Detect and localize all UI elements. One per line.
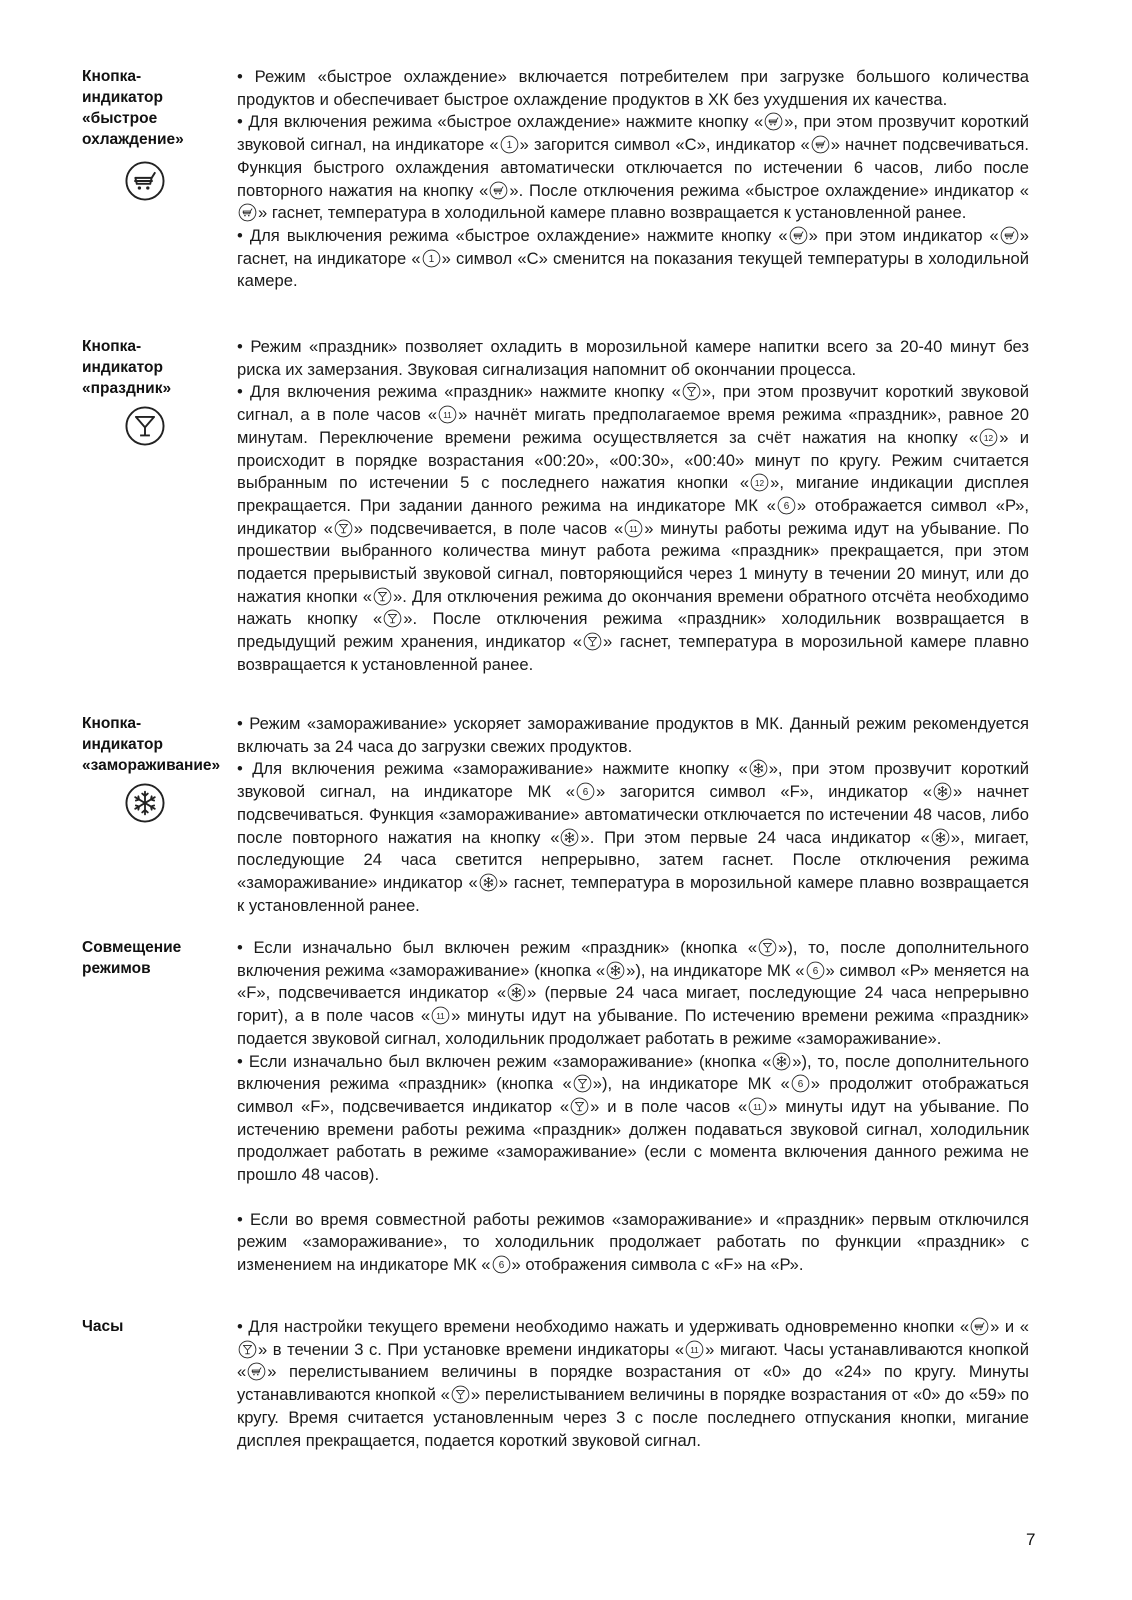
indicator-11-icon [431, 1006, 450, 1025]
section-label-line: охлаждение» [82, 131, 184, 148]
paragraph: • Для настройки текущего времени необходимо нажать и удерживать одновременно кнопки « » и « » в течении 3 с. При установке времени индикаторы « 11 » мигают. Часы устанавливаются кнопкой « » перелистыванием величины в порядке возрастания от «0» до «24» по кругу. Минуты устанавливаются кнопкой « » перелистыванием величины в порядке возрастания от «0» до «59» по кругу. Время считается установленным через 3 с после последнего отпускания кнопки, мигание дисплея прекращается, подается короткий звуковой сигнал. [237, 1317, 1029, 1450]
section-label [82, 66, 232, 150]
section-label-line: Кнопка- [82, 338, 142, 355]
paragraph: • Если во время совместной работы режимов «замораживание» и «праздник» первым отключился режим «замораживание», то холодильник продолжает работать по функции «праздник» с изменением на индикаторе МК « 6 » отображения символа с «F» на «Р». [237, 1209, 1029, 1275]
section-label-line: индикатор [82, 359, 163, 376]
section-body [237, 66, 1029, 293]
fast-cooling-icon [247, 1362, 266, 1381]
section-label-line: Кнопка- [82, 68, 142, 85]
party-icon [451, 1385, 470, 1404]
fast-cooling-icon [970, 1317, 989, 1336]
section-body [237, 937, 1029, 1277]
svg-text:1: 1 [428, 253, 434, 265]
freezing-icon [560, 828, 579, 847]
party-cocktail-glass-icon [124, 405, 166, 447]
section-label-line: Часы [82, 1318, 124, 1335]
section-label [82, 713, 232, 776]
fast-cooling-icon [238, 203, 257, 222]
paragraph: • Если изначально был включен режим «замораживание» (кнопка « »), то, после дополнительного включения режима «праздник» (кнопка « »), на индикаторе МК « 6 » продолжит отображаться символ «F», подсвечивается индикатор « » и в поле часов « 11 » минуты идут на убывание. По истечению времени работы режима «праздник» должен подаваться звуковой сигнал, холодильник продолжает работать в режиме «замораживание» (если с момента включения данного режима не прошло 48 часов). [237, 1051, 1029, 1185]
svg-text:6: 6 [797, 1079, 803, 1091]
paragraph: • Режим «праздник» позволяет охладить в морозильной камере напитки всего за 20-40 минут без риска их замерзания. Звуковая сигнализация напомнит об окончании процесса. [237, 337, 1029, 379]
section-label-line: «праздник» [82, 380, 172, 397]
indicator-1-icon [422, 249, 441, 268]
party-icon [373, 587, 392, 606]
section-label-line: «замораживание» [82, 757, 221, 774]
fast-cooling-icon [764, 112, 783, 131]
section-label [82, 937, 232, 979]
svg-text:6: 6 [582, 787, 589, 799]
paragraph: • Для выключения режима «быстрое охлаждение» нажмите кнопку « » при этом индикатор « » гаснет, на индикаторе « 1 » символ «С» сменится на показания текущей температуры в холодильной камере. [237, 225, 1030, 291]
page-number: 7 [1026, 1530, 1036, 1549]
svg-text:11: 11 [443, 410, 452, 421]
indicator-6-icon [492, 1255, 511, 1274]
paragraph: • Для включения режима «замораживание» нажмите кнопку « », при этом прозвучит короткий звуковой сигнал, на индикаторе МК « 6 » загорится символ «F», индикатор « » начнет подсвечиваться. Функция «замораживание» автоматически отключается по истечении 48 часов, либо после повторного нажатия на кнопку « ». При этом первые 24 часа индикатор « », мигает, последующие 24 часа светится непрерывно, затем гаснет. После отключения режима «замораживание» индикатор « » гаснет, температура в морозильной камере плавно возвращается к установленной ранее. [237, 759, 1030, 915]
indicator-6-icon [777, 496, 796, 515]
party-icon [682, 382, 701, 401]
indicator-6-icon [806, 961, 825, 980]
paragraph: • Режим «замораживание» ускоряет замораживание продуктов в МК. Данный режим рекомендуется включать за 24 часа до загрузки свежих продуктов. [237, 714, 1029, 756]
paragraph: • Если изначально был включен режим «праздник» (кнопка « »), то, после дополнительного включения режима «замораживание» (кнопка « »), на индикаторе МК « 6 » символ «Р» меняется на «F», подсвечивается индикатор « » (первые 24 часа мигает, последующие 24 часа непрерывно горит), а в поле часов « 11 » минуты идут на убывание. По истечению времени режима «праздник» подается звуковой сигнал, холодильник продолжает работать в режиме «замораживание». [237, 938, 1030, 1048]
party-icon [570, 1097, 589, 1116]
section-label [82, 336, 232, 399]
svg-text:11: 11 [629, 523, 639, 534]
party-icon [583, 632, 602, 651]
freezing-snowflake-icon [124, 782, 166, 824]
freezing-icon [772, 1052, 791, 1071]
party-icon [573, 1074, 592, 1093]
svg-text:6: 6 [812, 965, 818, 977]
paragraph: • Для включения режима «праздник» нажмите кнопку « », при этом прозвучит короткий звуковой сигнал, а в поле часов « 11 » начнёт мигать предполагаемое время режима «праздник», равное 20 минутам. Переключение времени режима осуществляется за счёт нажатия на кнопку « 12 » и происходит в порядке возрастания «00:20», «00:30», «00:40» минут по кругу. Режим считается выбранным по истечении 5 с последнего нажатия кнопки « 12 », мигание индикации дисплея прекращается. При задании данного режима на индикаторе МК « 6 » отображается символ «Р», индикатор « » подсвечивается, в поле часов « 11 » минуты работы режима идут на убывание. По прошествии выбранного количества минут работа режима «праздник» прекращается, при этом подается прерывистый звуковой сигнал, повторяющийся через 1 минуту в течении 20 минут, или до нажатия кнопки « ». Для отключения режима до окончания времени обратного отсчёта необходимо нажать кнопку « ». После отключения режима «праздник» холодильник возвращается в предыдущий режим хранения, индикатор « » гаснет, температура в морозильной камере плавно возвращается к установленной ранее. [237, 382, 1030, 674]
fast-cooling-icon [489, 181, 508, 200]
svg-text:11: 11 [436, 1011, 445, 1022]
indicator-6-icon [791, 1074, 810, 1093]
fast-cooling-icon [789, 226, 808, 245]
section-body [237, 713, 1029, 917]
freezing-icon [606, 961, 625, 980]
svg-text:1: 1 [506, 140, 512, 152]
party-icon [238, 1340, 257, 1359]
freezing-icon [933, 782, 952, 801]
svg-text:6: 6 [783, 500, 790, 512]
indicator-12-icon [979, 428, 998, 447]
section-label-line: «быстрое [82, 110, 158, 127]
freezing-icon [507, 983, 526, 1002]
indicator-12-icon [750, 473, 769, 492]
party-icon [758, 938, 777, 957]
section-label-line: индикатор [82, 736, 163, 753]
freezing-icon [749, 759, 768, 778]
svg-text:12: 12 [984, 432, 994, 443]
indicator-6-icon [576, 782, 595, 801]
fast-cooling-icon [1000, 226, 1019, 245]
indicator-1-icon [500, 135, 519, 154]
svg-text:12: 12 [755, 478, 765, 489]
section-label [82, 1316, 232, 1337]
freezing-icon [931, 828, 950, 847]
section-label-line: режимов [82, 960, 151, 977]
section-label-line: Совмещение [82, 939, 182, 956]
party-icon [334, 519, 353, 538]
indicator-11-icon [624, 519, 643, 538]
section-label-line: Кнопка- [82, 715, 142, 732]
indicator-11-icon [685, 1340, 704, 1359]
party-icon [383, 609, 402, 628]
indicator-11-icon [438, 405, 457, 424]
fast-cooling-icon [811, 135, 830, 154]
svg-text:11: 11 [690, 1344, 699, 1355]
paragraph: • Режим «быстрое охлаждение» включается потребителем при загрузке большого количества продуктов и обеспечивает быстрое охлаждение продуктов в ХК без ухудшения их качества. [237, 67, 1029, 109]
section-body [237, 1316, 1029, 1452]
freezing-icon [479, 873, 498, 892]
indicator-11-icon [748, 1097, 767, 1116]
section-body [237, 336, 1029, 677]
svg-text:6: 6 [498, 1260, 504, 1272]
section-label-line: индикатор [82, 89, 163, 106]
paragraph: • Для включения режима «быстрое охлаждение» нажмите кнопку « », при этом прозвучит короткий звуковой сигнал, на индикаторе « 1 » загорится символ «С», индикатор « » начнет подсвечиваться. Функция быстрого охлаждения автоматически отключается по истечении 6 часов, либо после повторного нажатия на кнопку « ». После отключения режима «быстрое охлаждение» индикатор « » гаснет, температура в холодильной камере плавно возвращается к установленной ранее. [237, 112, 1029, 223]
svg-text:11: 11 [753, 1101, 763, 1112]
fast-cooling-cart-icon [124, 160, 166, 202]
